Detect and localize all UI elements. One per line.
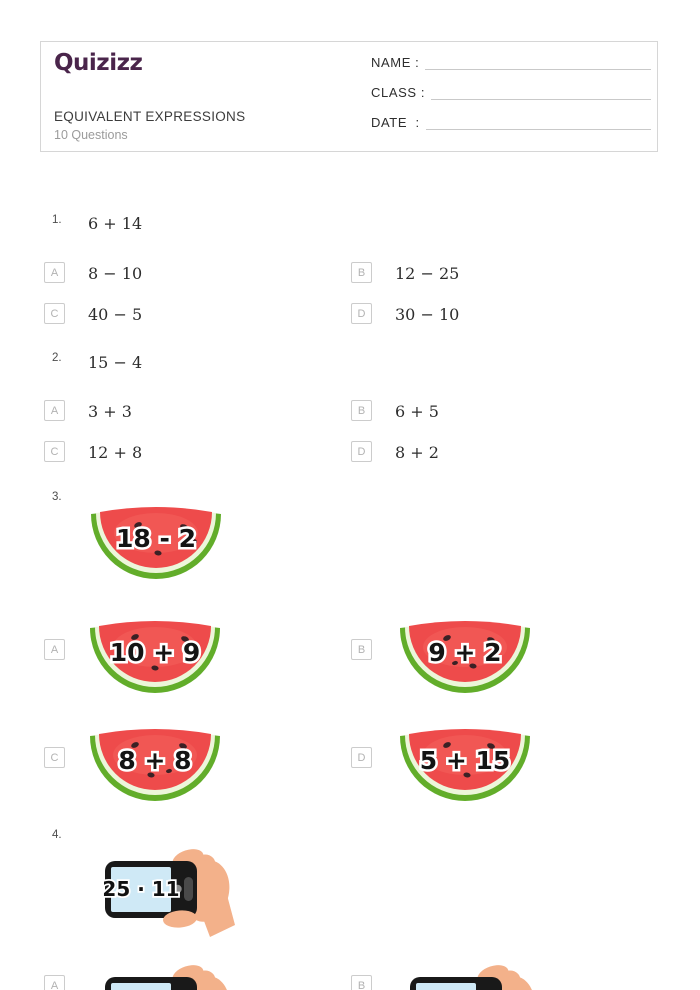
q2-option-c-letter: C (50, 445, 59, 458)
q3-option-a-watermelon-image[interactable] (85, 611, 225, 697)
q3-prompt-expression: 18 - 2 (116, 524, 196, 553)
q2-option-d-text: 8 + 2 (395, 443, 439, 462)
header (40, 41, 658, 152)
q1-option-c-letter: C (50, 307, 59, 320)
q2-option-b-letter: B (357, 404, 366, 417)
watermelon-slice-icon (395, 611, 535, 697)
class-field-row (371, 85, 651, 100)
q1-option-b-text: 12 − 25 (395, 264, 460, 283)
date-input-line[interactable] (426, 115, 651, 130)
watermelon-slice-icon (85, 611, 225, 697)
q4-option-a-box[interactable] (44, 975, 65, 990)
question-2-prompt: 15 − 4 (88, 353, 143, 372)
q4-option-b-phone-image[interactable] (405, 961, 540, 990)
q3-prompt-watermelon-image (86, 497, 226, 583)
class-label: CLASS : (371, 85, 426, 100)
q3-option-a-expression: 10 + 9 (109, 638, 201, 667)
q3-option-d-box[interactable] (351, 747, 372, 768)
q2-option-c-text: 12 + 8 (88, 443, 143, 462)
question-3-number: 3. (52, 491, 62, 503)
q3-option-b-box[interactable] (351, 639, 372, 660)
watermelon-slice-icon (85, 719, 225, 805)
q1-option-c-text: 40 − 5 (88, 305, 143, 324)
q2-option-a-text: 3 + 3 (88, 402, 132, 421)
q1-option-d-text: 30 − 10 (395, 305, 460, 324)
name-label: NAME : (371, 55, 420, 70)
q1-option-a-letter: A (50, 266, 59, 279)
q4-option-a-phone-image[interactable] (100, 961, 235, 990)
q3-option-b-letter: B (357, 643, 366, 656)
q4-prompt-expression: 25 · 11 (102, 877, 180, 901)
q1-option-d-letter: D (357, 307, 366, 320)
phone-in-hand-icon (100, 961, 235, 990)
q4-prompt-phone-image (100, 845, 235, 937)
question-4-number: 4. (52, 829, 62, 841)
worksheet-title: EQUIVALENT EXPRESSIONS (54, 109, 246, 124)
phone-in-hand-icon (100, 845, 235, 937)
q3-option-d-expression: 5 + 15 (419, 746, 511, 775)
q4-option-a-letter: A (50, 979, 59, 990)
q3-option-d-letter: D (357, 751, 366, 764)
phone-in-hand-icon (405, 961, 540, 990)
date-label: DATE : (371, 115, 420, 130)
q3-option-a-letter: A (50, 643, 59, 656)
q3-option-c-expression: 8 + 8 (118, 746, 192, 775)
q2-option-d-letter: D (357, 445, 366, 458)
q2-option-a-letter: A (50, 404, 59, 417)
name-field-row (371, 55, 651, 70)
q3-option-c-box[interactable] (44, 747, 65, 768)
q3-option-d-watermelon-image[interactable] (395, 719, 535, 805)
watermelon-slice-icon (86, 497, 226, 583)
class-input-line[interactable] (431, 85, 651, 100)
question-1-number: 1. (52, 214, 62, 226)
q2-option-d-box[interactable] (351, 441, 372, 462)
q4-option-b-letter: B (357, 979, 366, 990)
q4-option-b-box[interactable] (351, 975, 372, 990)
q3-option-c-letter: C (50, 751, 59, 764)
q2-option-b-text: 6 + 5 (395, 402, 439, 421)
question-2-number: 2. (52, 352, 62, 364)
question-1-prompt: 6 + 14 (88, 214, 143, 233)
quizizz-logo: Quizizz (54, 50, 143, 76)
q1-option-a-text: 8 − 10 (88, 264, 143, 283)
q3-option-a-box[interactable] (44, 639, 65, 660)
date-field-row (371, 115, 651, 130)
q2-option-a-box[interactable] (44, 400, 65, 421)
q1-option-a-box[interactable] (44, 262, 65, 283)
q3-option-b-expression: 9 + 2 (428, 638, 502, 667)
question-count: 10 Questions (54, 128, 128, 142)
q1-option-c-box[interactable] (44, 303, 65, 324)
q1-option-b-letter: B (357, 266, 366, 279)
q2-option-b-box[interactable] (351, 400, 372, 421)
q2-option-c-box[interactable] (44, 441, 65, 462)
q3-option-c-watermelon-image[interactable] (85, 719, 225, 805)
q3-option-b-watermelon-image[interactable] (395, 611, 535, 697)
name-input-line[interactable] (425, 55, 651, 70)
q1-option-b-box[interactable] (351, 262, 372, 283)
watermelon-slice-icon (395, 719, 535, 805)
q1-option-d-box[interactable] (351, 303, 372, 324)
